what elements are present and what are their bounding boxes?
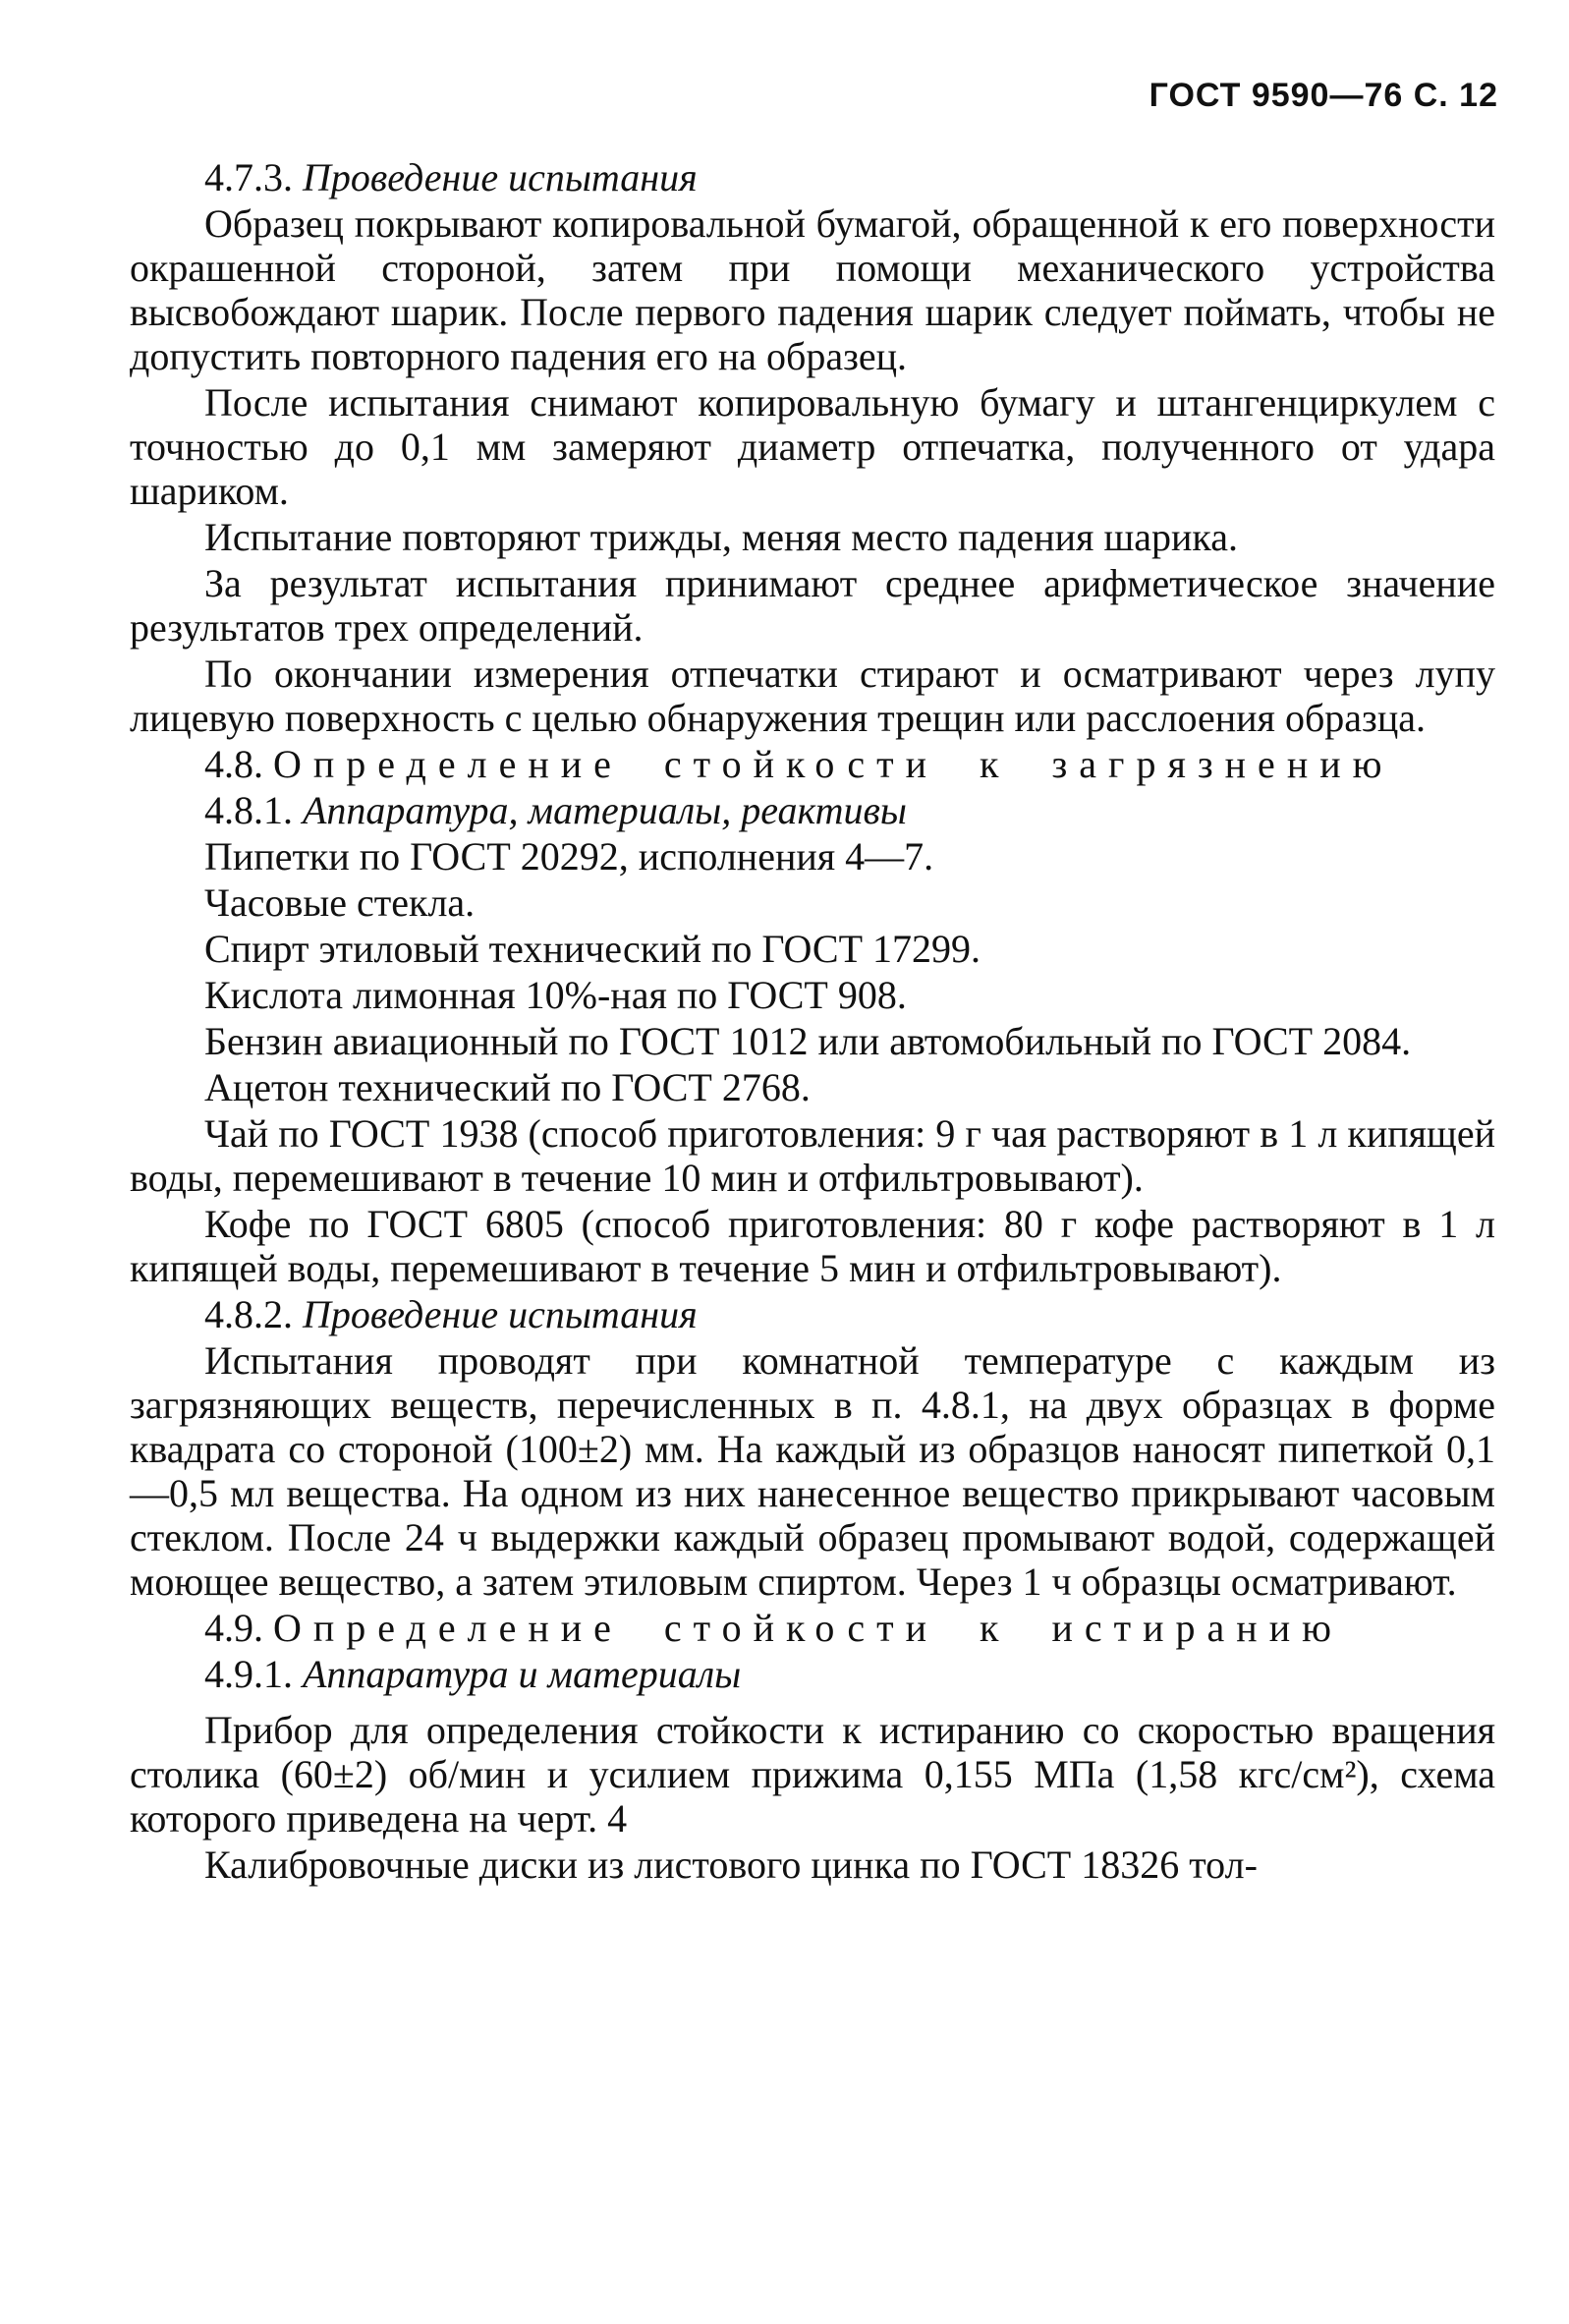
section-title: Проведение испытания (303, 1292, 698, 1336)
section-heading-4-8 (130, 742, 1495, 786)
section-number: 4.9.1. (204, 1652, 293, 1696)
paragraph: Испытание повторяют трижды, меняя место падения шарика. (204, 515, 1238, 559)
section-title: Определение стойкости к истиранию (273, 1606, 1343, 1650)
section-heading-4-8-1 (130, 788, 1495, 832)
paragraph: Испытания проводят при комнатной температуре с каждым из загрязняющих веществ, перечисленных в п. 4.8.1, на двух образцах в форме квадрата со стороной (100±2) мм. На каждый из образцов наносят пипеткой 0,1—0,5 мл вещества. На одном из них нанесенное вещество прикрывают часовым стеклом. После 24 ч выдержки каждый образец промывают водой, содержащей моющее вещество, а затем этиловым спиртом. Через 1 ч образцы осматривают. (130, 1338, 1495, 1604)
section-heading-4-9-1 (130, 1652, 1495, 1696)
section-title: Аппаратура и материалы (303, 1652, 742, 1696)
paragraph: За результат испытания принимают среднее арифметическое значение результатов трех определений. (130, 561, 1495, 650)
section-heading-4-9 (130, 1606, 1495, 1650)
section-heading-4-8-2 (130, 1292, 1495, 1336)
paragraph: Калибровочные диски из листового цинка по ГОСТ 18326 тол- (204, 1842, 1258, 1887)
section-number: 4.7.3. (204, 155, 293, 199)
paragraph: Спирт этиловый технический по ГОСТ 17299. (204, 927, 981, 971)
section-number: 4.9. (204, 1606, 263, 1650)
section-number: 4.8. (204, 742, 263, 786)
section-heading-4-7-3 (130, 155, 1495, 199)
document-body (130, 155, 1495, 1889)
paragraph: Образец покрывают копировальной бумагой, обращенной к его поверхности окрашенной стороной, затем при помощи механического устройства высвобождают шарик. После первого падения шарик следует поймать, чтобы не допустить повторного падения его на образец. (130, 201, 1495, 378)
section-number: 4.8.2. (204, 1292, 293, 1336)
paragraph: Прибор для определения стойкости к истиранию со скоростью вращения столика (60±2) об/мин и усилием прижима 0,155 МПа (1,58 кгс/см²), схема которого приведена на черт. 4 (130, 1708, 1495, 1841)
section-title: Проведение испытания (303, 155, 698, 199)
running-header: ГОСТ 9590—76 С. 12 (1149, 77, 1498, 114)
paragraph: Бензин авиационный по ГОСТ 1012 или автомобильный по ГОСТ 2084. (204, 1019, 1412, 1063)
paragraph: По окончании измерения отпечатки стирают и осматривают через лупу лицевую поверхность с целью обнаружения трещин или расслоения образца. (130, 652, 1495, 740)
spacer (130, 1698, 1495, 1708)
paragraph: Часовые стекла. (204, 880, 476, 925)
section-title: Аппаратура, материалы, реактивы (303, 788, 907, 832)
paragraph: Кофе по ГОСТ 6805 (способ приготовления: 80 г кофе растворяют в 1 л кипящей воды, перемешивают в течение 5 мин и отфильтровывают). (130, 1202, 1495, 1290)
paragraph: Ацетон технический по ГОСТ 2768. (204, 1065, 811, 1109)
paragraph: Пипетки по ГОСТ 20292, исполнения 4—7. (204, 834, 934, 879)
paragraph: Кислота лимонная 10%-ная по ГОСТ 908. (204, 973, 907, 1017)
section-number: 4.8.1. (204, 788, 293, 832)
paragraph: После испытания снимают копировальную бумагу и штангенциркулем с точностью до 0,1 мм замеряют диаметр отпечатка, полученного от удара шариком. (130, 380, 1495, 513)
paragraph: Чай по ГОСТ 1938 (способ приготовления: 9 г чая растворяют в 1 л кипящей воды, перемешивают в течение 10 мин и отфильтровывают). (130, 1111, 1495, 1200)
section-title: Определение стойкости к загрязнению (273, 742, 1394, 786)
